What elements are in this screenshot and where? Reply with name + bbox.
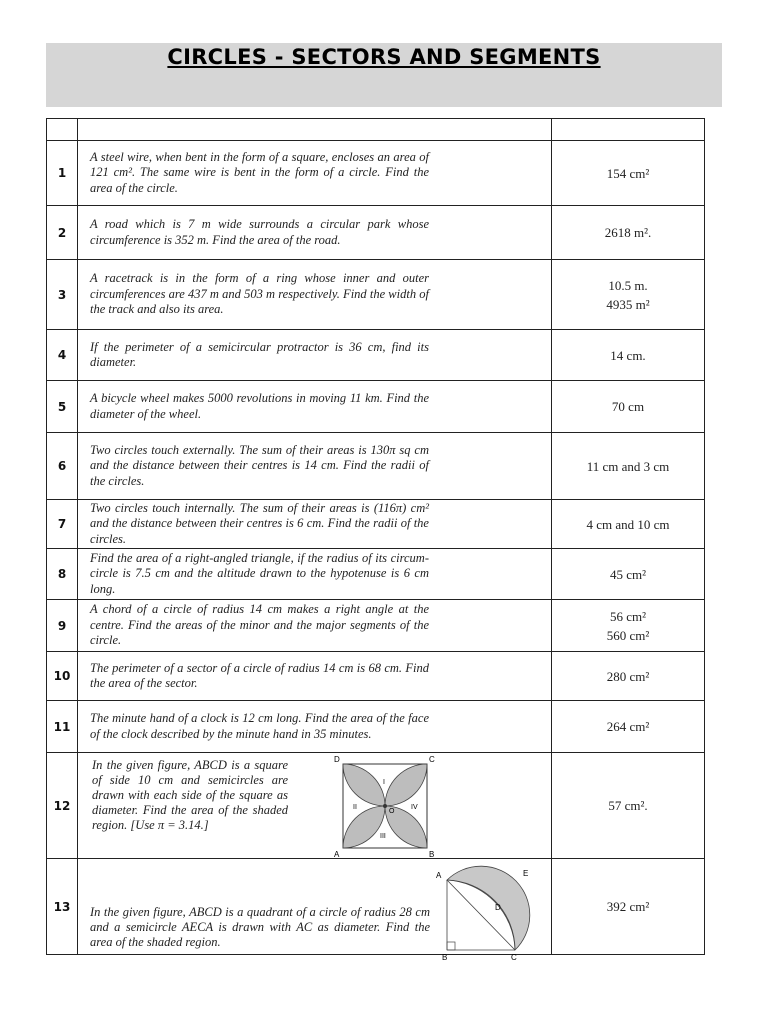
- question-number: 7: [47, 500, 78, 549]
- answer-cell: [552, 141, 705, 206]
- question-text: The perimeter of a sector of a circle of radius 14 cm is 68 cm. Find the area of the sector.: [78, 652, 552, 701]
- answer-value: 4935 m²: [606, 296, 650, 312]
- answer-value: 57 cm².: [608, 798, 648, 813]
- question-text: A bicycle wheel makes 5000 revolutions in moving 11 km. Find the diameter of the wheel.: [78, 381, 552, 433]
- answer-value: 10.5 m.: [608, 277, 648, 293]
- question-number: 3: [47, 260, 78, 330]
- question-cell-with-figure: [78, 859, 552, 962]
- label-d: D: [495, 902, 501, 912]
- question-text: A road which is 7 m wide surrounds a circular park whose circumference is 352 m. Find the area of the road.: [78, 206, 552, 260]
- question-number: 10: [47, 652, 78, 701]
- question-text: A chord of a circle of radius 14 cm makes a right angle at the centre. Find the areas of the minor and the major segments of the circle.: [78, 600, 552, 652]
- answer-cell: [552, 859, 705, 955]
- label-iii: III: [380, 832, 386, 840]
- label-d: D: [334, 754, 340, 764]
- answer-value: 4 cm and 10 cm: [586, 516, 670, 532]
- answer-cell: [552, 701, 705, 753]
- table-row: [47, 206, 705, 260]
- label-e: E: [523, 868, 529, 878]
- answer-cell: [552, 549, 705, 600]
- label-a: A: [334, 849, 340, 859]
- answer-cell: [552, 500, 705, 549]
- question-number: 11: [47, 701, 78, 753]
- question-number: 12: [47, 753, 78, 859]
- questions-table: [46, 118, 705, 962]
- question-text: Two circles touch externally. The sum of their areas is 130π sq cm and the distance between their centres is 14 cm. Find the radii of the circles.: [78, 433, 552, 500]
- question-text: Find the area of a right-angled triangle, if the radius of its circum-circle is 7.5 cm and the altitude drawn to the hypotenuse is 6 cm long.: [78, 549, 552, 600]
- label-o: O: [389, 807, 395, 815]
- table-row: [47, 753, 705, 859]
- question-number: 13: [47, 859, 78, 955]
- question-number: 1: [47, 141, 78, 206]
- header-cell-question: [78, 119, 552, 141]
- title-banner: [46, 43, 722, 107]
- page-title: CIRCLES - SECTORS AND SEGMENTS: [167, 45, 601, 69]
- label-c: C: [511, 952, 517, 962]
- question-text: In the given figure, ABCD is a square of side 10 cm and semicircles are drawn with each side of the square as diameter. Find the area of the shaded region. [Use π = 3.14.]: [92, 757, 288, 832]
- answer-cell: [552, 206, 705, 260]
- answer-value: 70 cm: [611, 399, 645, 414]
- answer-value: 280 cm²: [606, 668, 650, 684]
- label-a: A: [436, 870, 442, 880]
- question-number: 4: [47, 330, 78, 381]
- question-text: A racetrack is in the form of a ring whose inner and outer circumferences are 437 m and 503 m respectively. Find the width of the track and also its area.: [78, 260, 552, 330]
- answer-value: 264 cm²: [606, 719, 650, 734]
- question-number: 5: [47, 381, 78, 433]
- answer-value: 392 cm²: [606, 899, 650, 914]
- header-cell-num: [47, 119, 78, 141]
- answer-cell: [552, 652, 705, 701]
- question-text: The minute hand of a clock is 12 cm long. Find the area of the face of the clock described by the minute hand in 35 minutes.: [78, 701, 552, 753]
- answer-cell: [552, 330, 705, 381]
- question-cell-with-figure: [78, 753, 552, 859]
- question-text: In the given figure, ABCD is a quadrant of a circle of radius 28 cm and a semicircle AECA is drawn with AC as diameter. Find the area of the shaded region.: [90, 904, 430, 949]
- question-number: 2: [47, 206, 78, 260]
- table-row: [47, 549, 705, 600]
- table-row: [47, 260, 705, 330]
- table-row: [47, 500, 705, 549]
- table-row: [47, 600, 705, 652]
- figure-13-quadrant-semicircle: [430, 860, 550, 962]
- table-row: [47, 330, 705, 381]
- question-number: 6: [47, 433, 78, 500]
- figure-12-square-semicircles: [328, 754, 438, 863]
- table-row: [47, 859, 705, 955]
- question-text: If the perimeter of a semicircular protractor is 36 cm, find its diameter.: [78, 330, 552, 381]
- table-row: [47, 141, 705, 206]
- table-row: [47, 381, 705, 433]
- answer-cell: [552, 600, 705, 652]
- label-b: B: [442, 952, 448, 962]
- answer-value: 56 cm²: [609, 608, 647, 624]
- answer-value: 154 cm²: [606, 165, 650, 181]
- label-iv: IV: [411, 803, 418, 811]
- answer-value: 2618 m².: [604, 225, 652, 240]
- answer-cell: [552, 260, 705, 330]
- table-row: [47, 652, 705, 701]
- answer-value: 11 cm and 3 cm: [586, 458, 670, 474]
- header-cell-answer: [552, 119, 705, 141]
- question-number: 8: [47, 549, 78, 600]
- label-b: B: [429, 849, 435, 859]
- question-number: 9: [47, 600, 78, 652]
- answer-value: 45 cm²: [609, 566, 647, 582]
- table-row: [47, 433, 705, 500]
- table-header-row: [47, 119, 705, 141]
- label-c: C: [429, 754, 435, 764]
- label-ii: II: [353, 803, 357, 811]
- label-i: I: [383, 778, 385, 786]
- question-text: A steel wire, when bent in the form of a square, encloses an area of 121 cm². The same wire is bent in the form of a circle. Find the area of the circle.: [78, 141, 552, 206]
- table-row: [47, 701, 705, 753]
- answer-value: 14 cm.: [610, 347, 646, 363]
- answer-value: 560 cm²: [606, 627, 650, 643]
- answer-cell: [552, 381, 705, 433]
- answer-cell: [552, 753, 705, 859]
- question-text: Two circles touch internally. The sum of their areas is (116π) cm² and the distance between their centres is 6 cm. Find the radii of the circles.: [78, 500, 552, 549]
- answer-cell: [552, 433, 705, 500]
